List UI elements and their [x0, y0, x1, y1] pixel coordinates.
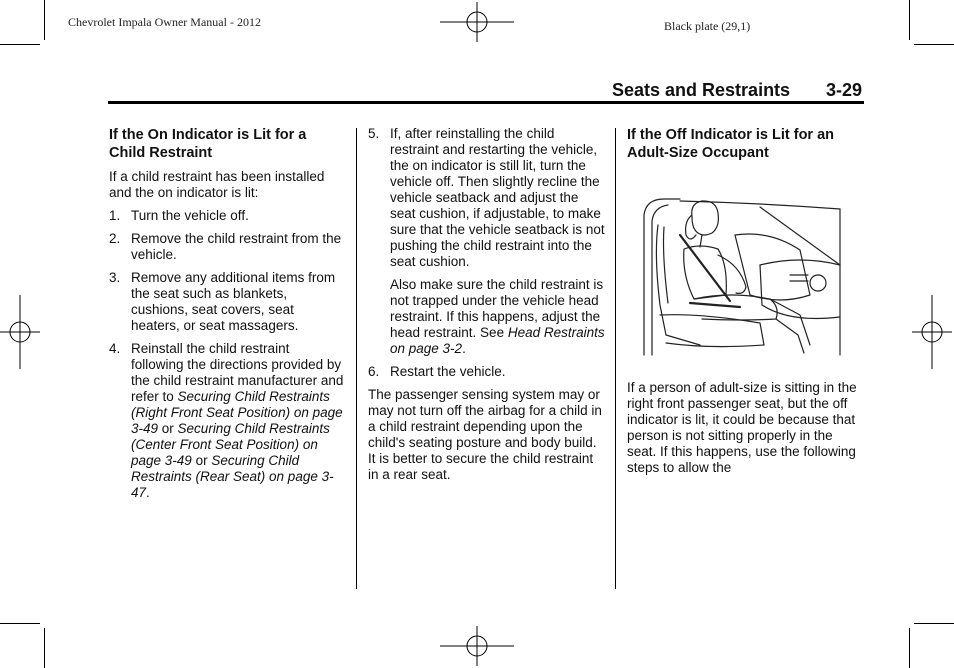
plate-label: Black plate (29,1) — [664, 19, 751, 33]
intro-paragraph: If a child restraint has been installed and the on indicator is lit: — [109, 169, 325, 200]
header-rule — [108, 101, 864, 104]
section-heading: If the Off Indicator is Lit for an Adult-Size Occupant — [627, 127, 835, 161]
page-number: 3-29 — [826, 80, 863, 100]
list-item — [109, 231, 345, 263]
step-paragraph: If, after reinstalling the child restraint and restarting the vehicle, the on indicator is still lit, turn the vehicle off. Then slightly recline the vehicle seatback and adjust the seat cushion, if adjustable, to make sure that the vehicle seatback is not pushing the child restraint into the seat cushion. — [390, 126, 605, 269]
step-text-part: or — [158, 421, 178, 436]
registration-mark-icon — [440, 626, 514, 666]
cross-reference-link[interactable]: Securing Child Restraints (Rear Seat) on page 3-47 — [131, 453, 334, 500]
cross-reference-link[interactable]: Head Restraints on page 3-2 — [390, 325, 605, 356]
step-number: 5. — [368, 126, 380, 141]
crop-mark — [914, 44, 954, 45]
column-1 — [109, 126, 345, 508]
column-divider — [615, 128, 616, 589]
step-number: 1. — [109, 208, 121, 223]
cross-reference-link[interactable]: Securing Child Restraints (Center Front Seat Position) on page 3-49 — [131, 421, 330, 468]
step-text-part: or — [191, 453, 212, 468]
cross-reference-link[interactable]: Securing Child Restraints (Right Front Seat Position) on page 3-49 — [131, 389, 343, 436]
crop-mark — [909, 628, 910, 668]
closing-paragraph: The passenger sensing system may or may not turn off the airbag for a child in a child restraint depending upon the child's seating posture and body build. It is better to secure the child restraint in a rear seat. — [368, 387, 602, 482]
step-number: 2. — [109, 231, 121, 246]
step-text: Turn the vehicle off. — [131, 208, 249, 223]
step-text: Remove the child restraint from the vehicle. — [131, 231, 342, 262]
step-text-part: Also make sure the child restraint is not trapped under the vehicle head restraint. If this happens, adjust the head restraint. See — [390, 277, 604, 340]
crop-mark — [44, 628, 45, 668]
step-text-part: . — [146, 485, 150, 500]
step-text: Remove any additional items from the seat such as blankets, cushions, seat covers, seat heaters, or seat massagers. — [131, 270, 336, 333]
list-item — [368, 126, 606, 357]
column-3 — [627, 126, 863, 169]
column-3-body — [627, 380, 863, 483]
body-paragraph: If a person of adult-size is sitting in the right front passenger seat, but the off indicator is lit, it could be because that person is not sitting properly in the seat. If this happens, use the following steps to allow the — [627, 380, 857, 475]
column-2 — [368, 126, 606, 490]
step-text-part: . — [462, 341, 466, 356]
crop-mark — [44, 0, 45, 40]
registration-mark-icon — [440, 2, 514, 42]
list-item — [109, 208, 345, 224]
registration-mark-icon — [912, 295, 952, 369]
crop-mark — [914, 623, 954, 624]
step-paragraph — [390, 277, 606, 357]
step-number: 4. — [109, 341, 121, 356]
section-heading: If the On Indicator is Lit for a Child Restraint — [109, 127, 307, 161]
crop-mark — [0, 44, 40, 45]
step-text — [390, 126, 606, 357]
step-text — [131, 341, 345, 501]
step-text-part: Reinstall the child restraint following the directions provided by the child restraint manufacturer and refer to — [131, 341, 344, 404]
section-title: Seats and Restraints — [612, 80, 791, 100]
step-number: 3. — [109, 270, 121, 285]
manual-title: Chevrolet Impala Owner Manual - 2012 — [68, 15, 261, 29]
registration-mark-icon — [0, 295, 40, 369]
crop-mark — [0, 623, 40, 624]
list-item — [109, 270, 345, 334]
list-item — [368, 364, 606, 380]
seated-adult-passenger-icon — [640, 195, 846, 357]
step-text: Restart the vehicle. — [390, 364, 506, 379]
list-item — [109, 341, 345, 501]
step-number: 6. — [368, 364, 380, 379]
column-divider — [356, 128, 357, 589]
crop-mark — [909, 0, 910, 40]
